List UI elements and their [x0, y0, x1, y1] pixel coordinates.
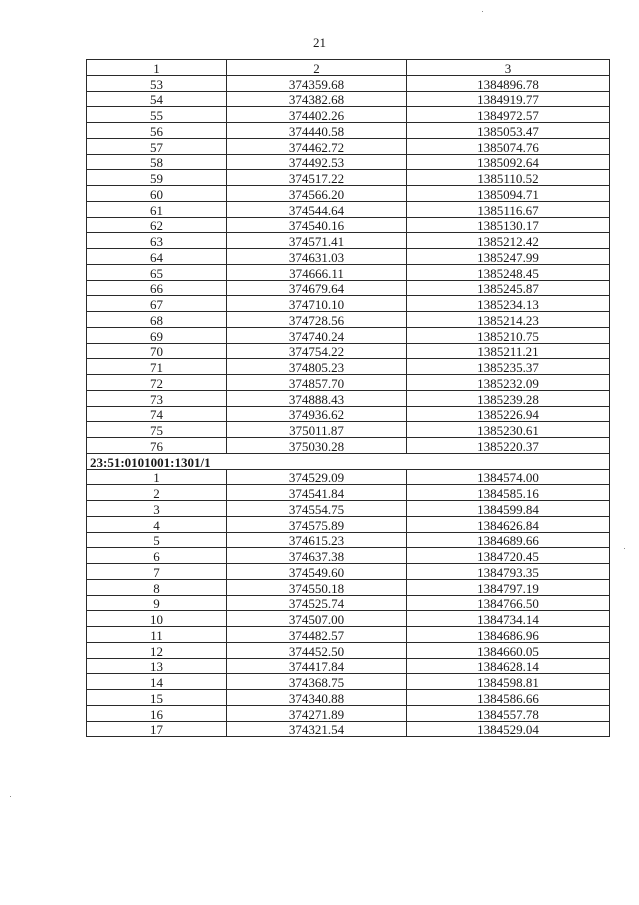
coord-y-cell: 1385212.42 [407, 233, 610, 249]
point-number-cell: 60 [87, 186, 227, 202]
page-number: 21 [313, 35, 326, 50]
table-row [87, 469, 610, 485]
point-number-cell: 10 [87, 611, 227, 627]
coord-y-cell: 1384766.50 [407, 595, 610, 611]
coord-y-cell: 1384734.14 [407, 611, 610, 627]
header-cell-col2: 2 [227, 60, 407, 76]
point-number-cell: 6 [87, 548, 227, 564]
coord-y-cell: 1385116.67 [407, 201, 610, 217]
table-row [87, 75, 610, 91]
coord-y-cell: 1385210.75 [407, 327, 610, 343]
table-row [87, 674, 610, 690]
coord-x-cell: 374549.60 [227, 564, 407, 580]
coord-x-cell: 374544.64 [227, 201, 407, 217]
coord-x-cell: 374728.56 [227, 312, 407, 328]
point-number-cell: 68 [87, 312, 227, 328]
coord-y-cell: 1384896.78 [407, 75, 610, 91]
point-number-cell: 69 [87, 327, 227, 343]
coord-x-cell: 374529.09 [227, 469, 407, 485]
point-number-cell: 70 [87, 343, 227, 359]
coord-x-cell: 374740.24 [227, 327, 407, 343]
coord-y-cell: 1384720.45 [407, 548, 610, 564]
table-row [87, 548, 610, 564]
coord-x-cell: 374417.84 [227, 658, 407, 674]
coord-x-cell: 374440.58 [227, 123, 407, 139]
coord-y-cell: 1384574.00 [407, 469, 610, 485]
coord-x-cell: 374631.03 [227, 249, 407, 265]
point-number-cell: 7 [87, 564, 227, 580]
table-row [87, 690, 610, 706]
header-cell-col1: 1 [87, 60, 227, 76]
coord-x-cell: 374550.18 [227, 579, 407, 595]
coord-x-cell: 374857.70 [227, 375, 407, 391]
point-number-cell: 63 [87, 233, 227, 249]
coord-y-cell: 1384793.35 [407, 564, 610, 580]
point-number-cell: 75 [87, 422, 227, 438]
coord-x-cell: 374507.00 [227, 611, 407, 627]
point-number-cell: 15 [87, 690, 227, 706]
coord-y-cell: 1385234.13 [407, 296, 610, 312]
point-number-cell: 9 [87, 595, 227, 611]
point-number-cell: 12 [87, 642, 227, 658]
table-row [87, 658, 610, 674]
table-row [87, 721, 610, 737]
coord-x-cell: 374637.38 [227, 548, 407, 564]
table-row [87, 217, 610, 233]
table-row [87, 501, 610, 517]
coord-x-cell: 374805.23 [227, 359, 407, 375]
coord-y-cell: 1384598.81 [407, 674, 610, 690]
table-row [87, 201, 610, 217]
point-number-cell: 58 [87, 154, 227, 170]
coord-x-cell: 374936.62 [227, 406, 407, 422]
point-number-cell: 13 [87, 658, 227, 674]
coord-x-cell: 374554.75 [227, 501, 407, 517]
point-number-cell: 72 [87, 375, 227, 391]
coord-y-cell: 1384972.57 [407, 107, 610, 123]
coord-y-cell: 1384529.04 [407, 721, 610, 737]
header-cell-col3: 3 [407, 60, 610, 76]
coord-x-cell: 374462.72 [227, 138, 407, 154]
table-row [87, 154, 610, 170]
coord-y-cell: 1385053.47 [407, 123, 610, 139]
point-number-cell: 4 [87, 516, 227, 532]
coord-x-cell: 374566.20 [227, 186, 407, 202]
point-number-cell: 1 [87, 469, 227, 485]
table-row [87, 91, 610, 107]
point-number-cell: 67 [87, 296, 227, 312]
table-row [87, 595, 610, 611]
table-row [87, 642, 610, 658]
coord-y-cell: 1385130.17 [407, 217, 610, 233]
table-row [87, 249, 610, 265]
coord-x-cell: 374541.84 [227, 485, 407, 501]
point-number-cell: 54 [87, 91, 227, 107]
point-number-cell: 76 [87, 438, 227, 454]
table-row [87, 422, 610, 438]
table-row [87, 138, 610, 154]
coord-x-cell: 374482.57 [227, 627, 407, 643]
table-row [87, 579, 610, 595]
point-number-cell: 56 [87, 123, 227, 139]
coord-y-cell: 1385214.23 [407, 312, 610, 328]
section-row [87, 453, 610, 469]
table-row [87, 485, 610, 501]
coord-x-cell: 374666.11 [227, 264, 407, 280]
coord-y-cell: 1385220.37 [407, 438, 610, 454]
table-row [87, 564, 610, 580]
point-number-cell: 62 [87, 217, 227, 233]
table-row [87, 343, 610, 359]
coord-x-cell: 375030.28 [227, 438, 407, 454]
coord-x-cell: 374492.53 [227, 154, 407, 170]
coord-y-cell: 1384557.78 [407, 705, 610, 721]
cadastral-number-label: 23:51:0101001:1301/1 [87, 453, 610, 469]
coord-y-cell: 1385226.94 [407, 406, 610, 422]
table-row [87, 438, 610, 454]
table-row [87, 123, 610, 139]
coord-y-cell: 1384626.84 [407, 516, 610, 532]
point-number-cell: 64 [87, 249, 227, 265]
point-number-cell: 2 [87, 485, 227, 501]
scan-speck [10, 796, 11, 797]
point-number-cell: 71 [87, 359, 227, 375]
coord-x-cell: 374359.68 [227, 75, 407, 91]
coord-x-cell: 374382.68 [227, 91, 407, 107]
point-number-cell: 74 [87, 406, 227, 422]
coord-x-cell: 374754.22 [227, 343, 407, 359]
point-number-cell: 55 [87, 107, 227, 123]
coord-y-cell: 1384628.14 [407, 658, 610, 674]
table-row [87, 107, 610, 123]
table-row [87, 375, 610, 391]
coord-x-cell: 374540.16 [227, 217, 407, 233]
table-row [87, 186, 610, 202]
table-row [87, 233, 610, 249]
table-row [87, 280, 610, 296]
table-row [87, 516, 610, 532]
coord-x-cell: 374888.43 [227, 390, 407, 406]
coord-y-cell: 1385230.61 [407, 422, 610, 438]
table-row [87, 264, 610, 280]
coord-y-cell: 1385094.71 [407, 186, 610, 202]
coord-y-cell: 1385074.76 [407, 138, 610, 154]
table-row [87, 296, 610, 312]
scan-speck [482, 11, 483, 12]
coord-x-cell: 374452.50 [227, 642, 407, 658]
table-row [87, 627, 610, 643]
coord-y-cell: 1385247.99 [407, 249, 610, 265]
coord-y-cell: 1384599.84 [407, 501, 610, 517]
point-number-cell: 14 [87, 674, 227, 690]
coord-y-cell: 1384689.66 [407, 532, 610, 548]
point-number-cell: 53 [87, 75, 227, 91]
coord-y-cell: 1385110.52 [407, 170, 610, 186]
point-number-cell: 5 [87, 532, 227, 548]
coord-y-cell: 1385211.21 [407, 343, 610, 359]
scan-speck [624, 548, 625, 549]
table-row [87, 359, 610, 375]
coord-x-cell: 374571.41 [227, 233, 407, 249]
coord-x-cell: 374679.64 [227, 280, 407, 296]
coord-y-cell: 1385239.28 [407, 390, 610, 406]
coord-y-cell: 1385235.37 [407, 359, 610, 375]
coord-y-cell: 1385232.09 [407, 375, 610, 391]
coord-x-cell: 375011.87 [227, 422, 407, 438]
point-number-cell: 66 [87, 280, 227, 296]
coord-x-cell: 374321.54 [227, 721, 407, 737]
point-number-cell: 59 [87, 170, 227, 186]
coord-y-cell: 1384585.16 [407, 485, 610, 501]
point-number-cell: 65 [87, 264, 227, 280]
coord-y-cell: 1384586.66 [407, 690, 610, 706]
table-header-row [87, 60, 610, 76]
coord-x-cell: 374525.74 [227, 595, 407, 611]
point-number-cell: 61 [87, 201, 227, 217]
coord-y-cell: 1384919.77 [407, 91, 610, 107]
table-row [87, 705, 610, 721]
point-number-cell: 11 [87, 627, 227, 643]
coord-y-cell: 1384686.96 [407, 627, 610, 643]
coord-y-cell: 1385248.45 [407, 264, 610, 280]
point-number-cell: 8 [87, 579, 227, 595]
coord-x-cell: 374402.26 [227, 107, 407, 123]
table-row [87, 312, 610, 328]
coord-x-cell: 374710.10 [227, 296, 407, 312]
point-number-cell: 3 [87, 501, 227, 517]
point-number-cell: 17 [87, 721, 227, 737]
coord-x-cell: 374271.89 [227, 705, 407, 721]
table-row [87, 532, 610, 548]
table-row [87, 611, 610, 627]
coord-y-cell: 1385245.87 [407, 280, 610, 296]
coord-x-cell: 374340.88 [227, 690, 407, 706]
coordinates-table [86, 59, 610, 737]
table-row [87, 327, 610, 343]
table-row [87, 406, 610, 422]
coord-x-cell: 374368.75 [227, 674, 407, 690]
point-number-cell: 73 [87, 390, 227, 406]
table-row [87, 170, 610, 186]
point-number-cell: 57 [87, 138, 227, 154]
table-row [87, 390, 610, 406]
coord-y-cell: 1385092.64 [407, 154, 610, 170]
coord-x-cell: 374615.23 [227, 532, 407, 548]
coord-x-cell: 374517.22 [227, 170, 407, 186]
point-number-cell: 16 [87, 705, 227, 721]
coord-x-cell: 374575.89 [227, 516, 407, 532]
coord-y-cell: 1384660.05 [407, 642, 610, 658]
coord-y-cell: 1384797.19 [407, 579, 610, 595]
